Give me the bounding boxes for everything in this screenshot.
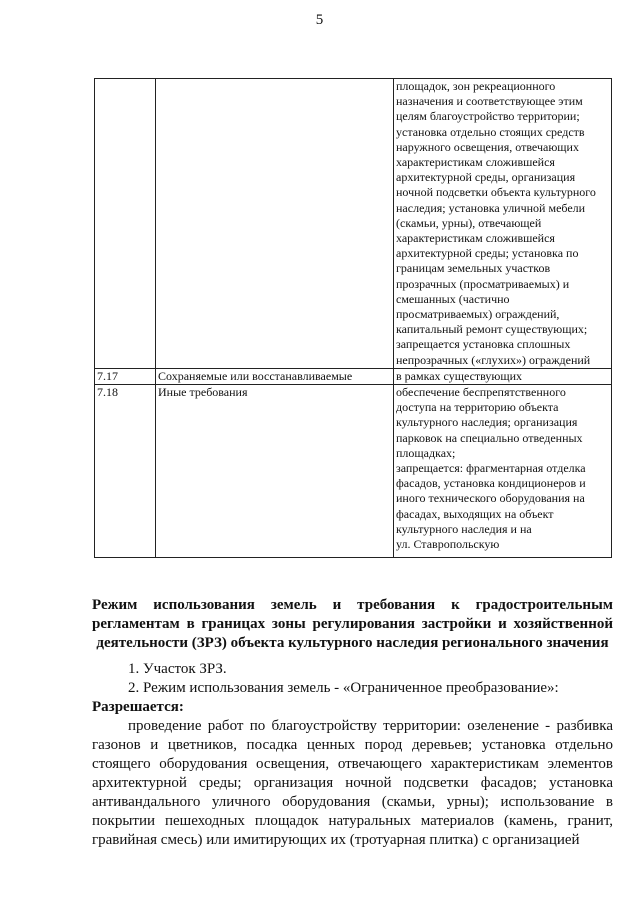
page-number: 5 <box>315 12 324 28</box>
row-text-cell: обеспечение беспрепятственного доступа на территорию объекта культурного наследия; организация парковок на специально отведенных площадках; запрещается: фрагментарная отделка фасадов, установка кондиционеров и иного технического оборудования на фасадах, выходящих на объект культурного наследия и на ул. Ставропольскую <box>394 385 612 558</box>
paragraph: проведение работ по благоустройству территории: озеленение - разбивка газонов и цветников, посадка ценных пород деревьев; установка отдельно стоящего оборудования освещения, отвечающего характеристикам элементов архитектурной среды; организация ночной подсветки фасадов; установка антивандального уличного оборудования (скамьи, урны); использование в покрытии пешеходных площадок натуральных материалов (камень, гранит, гравийная смесь) или имитирующих их (тротуарная плитка) с организацией <box>92 718 613 848</box>
row-text-cell: площадок, зон рекреационного назначения и соответствующее этим целям благоустройство территории; установка отдельно стоящих средств наружного освещения, отвечающих характеристикам сложившейся архитектурной среды, организация ночной подсветки объекта культурного наследия; установка уличной мебели (скамьи, урны), отвечающей характеристикам сложившейся архитектурной среды; установка по границам земельных участков прозрачных (просматриваемых) и смешанных (частично просматриваемых) ограждений, капитальный ремонт существующих; запрещается установка сплошных непрозрачных («глухих») ограждений <box>394 79 612 369</box>
row-number-cell: 7.17 <box>95 368 156 384</box>
row-name-cell: Сохраняемые или восстанавливаемые <box>156 368 394 384</box>
table-row <box>95 385 612 558</box>
row-number-cell <box>95 79 156 369</box>
section-heading: Режим использования земель и требования к градостроительным регламентам в границах зоны регулирования застройки и хозяйственной деятельности (ЗРЗ) объекта культурного наследия регионального значения <box>92 597 613 651</box>
allowed-label: Разрешается: <box>92 699 184 715</box>
requirements-table <box>94 78 612 558</box>
body-text <box>92 660 613 850</box>
row-name-cell <box>156 79 394 369</box>
row-text-cell: в рамках существующих <box>394 368 612 384</box>
row-name-cell: Иные требования <box>156 385 394 558</box>
table-row <box>95 368 612 384</box>
list-item: 1. Участок ЗРЗ. <box>128 661 227 677</box>
list-item: 2. Режим использования земель - «Ограниченное преобразование»: <box>128 680 559 696</box>
table-row <box>95 79 612 369</box>
row-number-cell: 7.18 <box>95 385 156 558</box>
